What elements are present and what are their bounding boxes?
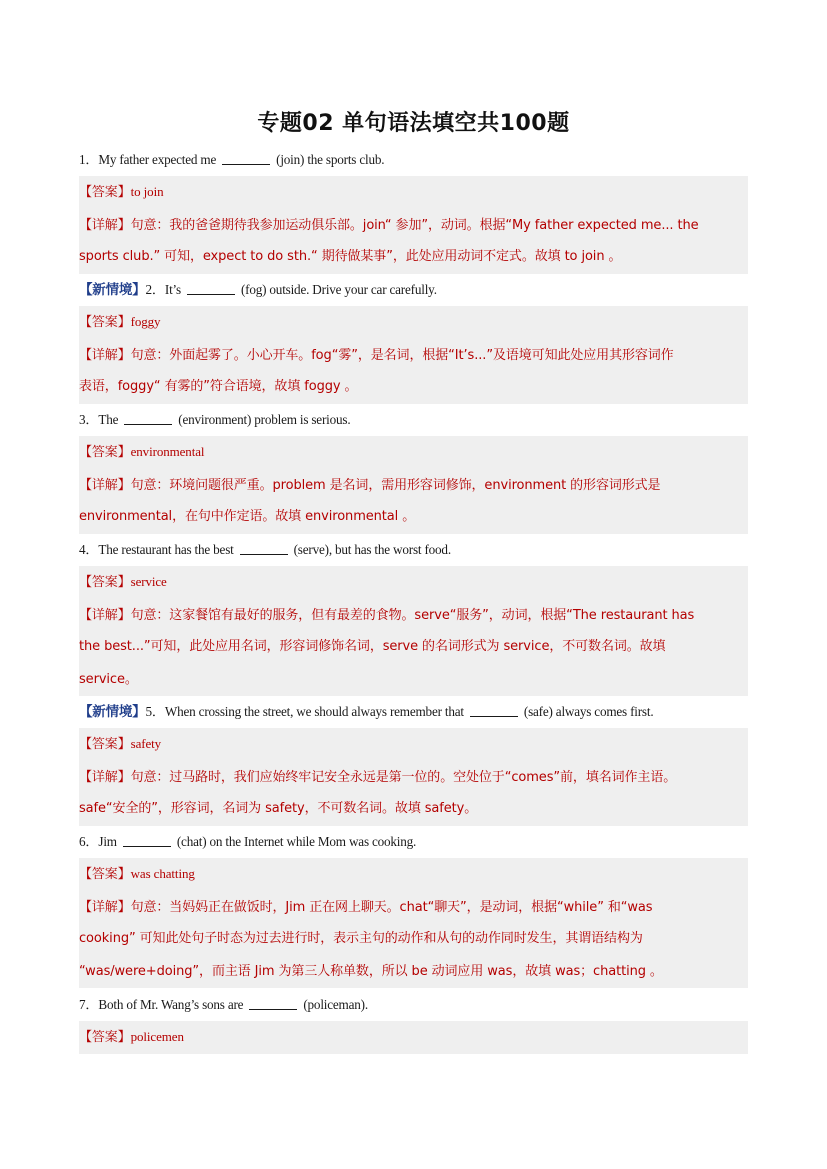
answer-box-7 [79, 1021, 748, 1054]
detail-label: 【详解】 [79, 769, 131, 785]
question-text-after: (serve), but has the worst food. [293, 542, 451, 557]
answer-box-3 [79, 436, 748, 534]
detail-text: service。 [79, 671, 138, 687]
answer-line [79, 306, 748, 339]
answer-blank [470, 704, 518, 717]
page-title: 专题02 单句语法填空共100题 [257, 111, 570, 136]
question-text-before: Jim [98, 834, 117, 849]
new-context-tag: 【新情境】 [79, 282, 146, 298]
question-4 [79, 534, 748, 566]
detail-text: environmental，在句中作定语。故填 environmental 。 [79, 509, 416, 524]
answer-line [79, 858, 748, 891]
answer-line [79, 566, 748, 599]
answer-text: foggy [130, 314, 161, 329]
answer-blank [124, 412, 172, 425]
detail-text: 句意：这家餐馆有最好的服务，但有最差的食物。serve“服务”，动词，根据“The restaurant has [130, 607, 695, 623]
question-number: 1． [79, 152, 99, 167]
answer-text: policemen [130, 1029, 184, 1044]
question-number: 5． [145, 704, 165, 719]
answer-label: 【答案】 [79, 1030, 131, 1045]
detail-text: 表语，foggy“ 有雾的”符合语境，故填 foggy 。 [79, 379, 358, 394]
answer-line [79, 1021, 748, 1054]
answer-label: 【答案】 [79, 185, 131, 200]
detail-text: sports club.” 可知，expect to do sth.“ 期待做某事”，此处应用动词不定式。故填 to join 。 [79, 249, 622, 264]
answer-line [79, 176, 748, 209]
answer-blank [187, 282, 235, 295]
answer-blank [222, 152, 270, 165]
detail-label: 【详解】 [79, 217, 131, 233]
question-text-after: (join) the sports club. [276, 152, 385, 167]
answer-text: environmental [130, 444, 205, 459]
detail-line [79, 761, 748, 794]
answer-text: to join [130, 184, 164, 199]
question-text-after: (fog) outside. Drive your car carefully. [240, 282, 437, 297]
question-1 [79, 144, 748, 176]
question-number: 2． [145, 282, 165, 297]
question-text-before: When crossing the street, we should always remember that [164, 704, 464, 719]
detail-text: 句意：外面起雾了。小心开车。fog“雾”，是名词，根据“It’s...”及语境可知此处应用其形容词作 [130, 347, 674, 363]
answer-label: 【答案】 [79, 575, 131, 590]
detail-text: the best...”可知，此处应用名词，形容词修饰名词，serve 的名词形式为 service，不可数名词。故填 [79, 639, 666, 654]
question-7 [79, 989, 748, 1021]
question-text-before: The [98, 412, 119, 427]
detail-text: “was/were+doing”，而主语 Jim 为第三人称单数，所以 be 动词应用 was，故填 was；chatting 。 [79, 963, 663, 979]
question-number: 7． [79, 997, 99, 1012]
detail-text: 句意：环境问题很严重。problem 是名词，需用形容词修饰，environment 的形容词形式是 [130, 477, 661, 493]
answer-text: safety [130, 736, 162, 751]
detail-text: safe“安全的”，形容词，名词为 safety，不可数名词。故填 safety。 [79, 801, 478, 816]
detail-line [79, 469, 748, 502]
question-text-after: (safe) always comes first. [523, 704, 654, 719]
answer-box-4 [79, 566, 748, 696]
answer-label: 【答案】 [79, 867, 131, 882]
answer-text: service [130, 574, 167, 589]
detail-line [79, 599, 748, 632]
question-number: 6． [79, 834, 99, 849]
question-text-before: My father expected me [98, 152, 217, 167]
question-text-after: (environment) problem is serious. [178, 412, 351, 427]
question-text-before: The restaurant has the best [98, 542, 234, 557]
question-number: 4． [79, 542, 99, 557]
question-text-after: (chat) on the Internet while Mom was cooking. [176, 834, 417, 849]
answer-blank [249, 997, 297, 1010]
answer-label: 【答案】 [79, 737, 131, 752]
question-2 [79, 274, 748, 306]
question-6 [79, 826, 748, 858]
question-3 [79, 404, 748, 436]
new-context-tag: 【新情境】 [79, 704, 146, 720]
question-5 [79, 696, 748, 728]
detail-line [79, 209, 748, 242]
detail-text: cooking” 可知此处句子时态为过去进行时，表示主句的动作和从句的动作同时发生，其谓语结构为 [79, 931, 643, 946]
answer-label: 【答案】 [79, 315, 131, 330]
answer-line [79, 728, 748, 761]
answer-box-1 [79, 176, 748, 274]
answer-label: 【答案】 [79, 445, 131, 460]
question-text-before: It’s [164, 282, 181, 297]
detail-text: 句意：过马路时，我们应始终牢记安全永远是第一位的。空处位于“comes”前，填名词作主语。 [130, 769, 677, 785]
answer-blank [240, 542, 288, 555]
detail-label: 【详解】 [79, 607, 131, 623]
question-text-after: (policeman). [303, 997, 368, 1012]
question-number: 3． [79, 412, 99, 427]
detail-label: 【详解】 [79, 347, 131, 363]
detail-text: 句意：我的爸爸期待我参加运动俱乐部。join“ 参加”，动词。根据“My father expected me... the [130, 217, 699, 233]
question-text-before: Both of Mr. Wang’s sons are [98, 997, 244, 1012]
answer-box-6 [79, 858, 748, 988]
answer-line [79, 436, 748, 469]
answer-box-2 [79, 306, 748, 404]
detail-text: 句意：当妈妈正在做饭时，Jim 正在网上聊天。chat“聊天”，是动词，根据“while” 和“was [130, 899, 653, 915]
detail-line [79, 339, 748, 372]
detail-line [79, 891, 748, 924]
answer-box-5 [79, 728, 748, 826]
detail-label: 【详解】 [79, 477, 131, 493]
answer-blank [123, 834, 171, 847]
detail-label: 【详解】 [79, 899, 131, 915]
answer-text: was chatting [130, 866, 195, 881]
